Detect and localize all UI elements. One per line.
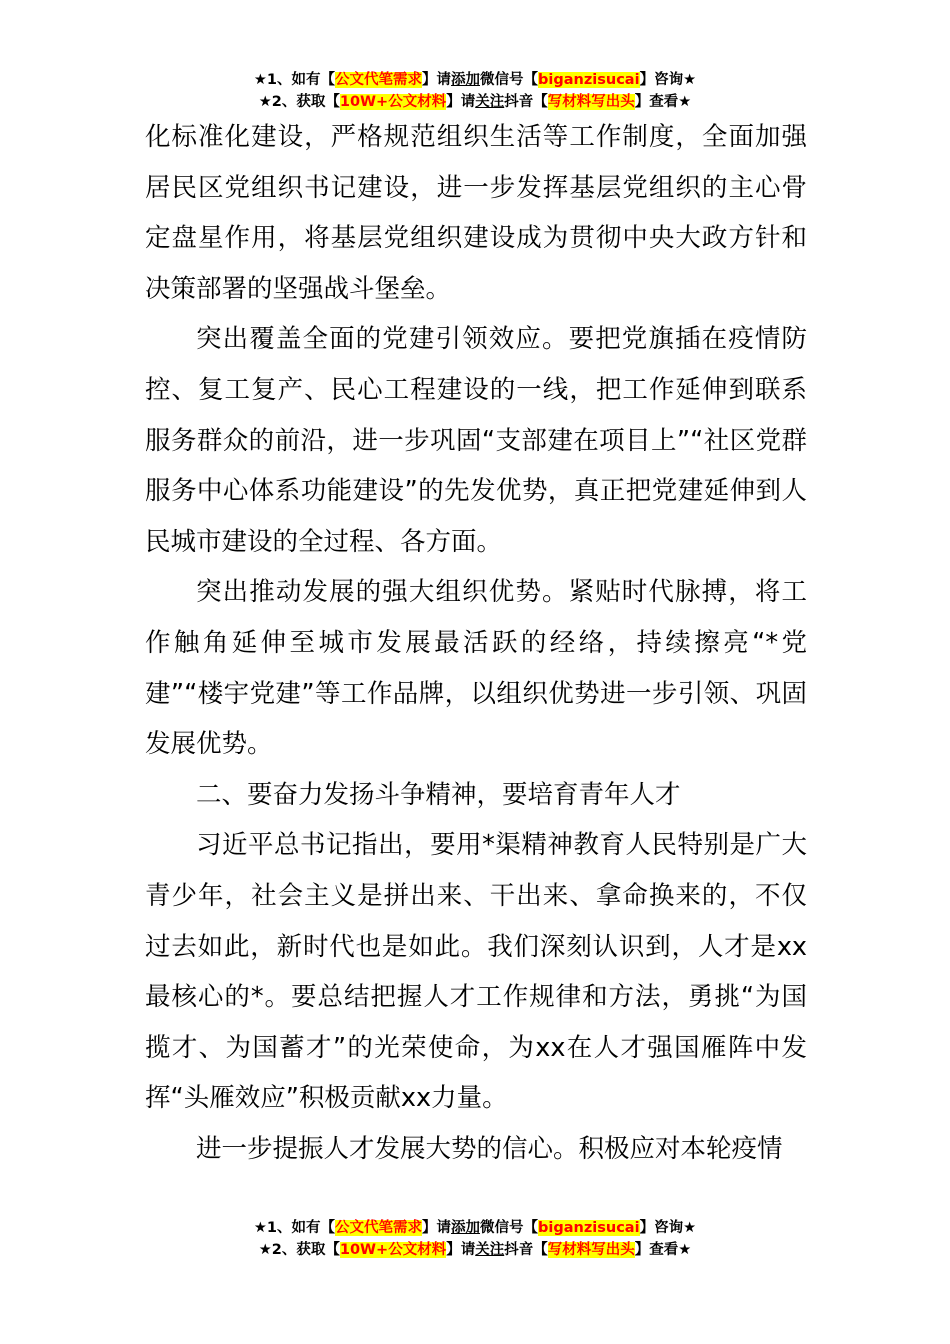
highlight-materials: 10W+公文材料 — [339, 1242, 447, 1258]
highlight-materials: 10W+公文材料 — [339, 94, 447, 110]
highlight-douyin: 写材料写出头 — [547, 94, 635, 110]
notice-line-2: ★2、获取【10W+公文材料】请关注抖音【写材料写出头】查看★ — [258, 1242, 692, 1258]
paragraph-3: 突出推动发展的强大组织优势。紧贴时代脉搏，将工作触角延伸至城市发展最活跃的经络，持续擦亮“*党建”“楼宇党建”等工作品牌，以组织优势进一步引领、巩固发展优势。 — [145, 577, 807, 760]
paragraph-5: 进一步提振人才发展大势的信心。积极应对本轮疫情 — [196, 1133, 783, 1164]
paragraph-4: 习近平总书记指出，要用*渠精神教育人民特别是广大青少年，社会主义是拼出来、干出来、拿命换来的，不仅过去如此，新时代也是如此。我们深刻认识到，人才是xx最核心的*。要总结把握人才工作规律和方法，勇挑“为国揽才、为国蓄才”的光荣使命，为xx在人才强国雁阵中发挥“头雁效应”积极贡献xx力量。 — [145, 830, 807, 1114]
document-body — [145, 112, 807, 1174]
highlight-wechat-id: biganzisucai — [538, 72, 640, 88]
highlight-wechat-id: biganzisucai — [538, 1220, 640, 1236]
notice-line-1: ★1、如有【公文代笔需求】请添加微信号【biganzisucai】咨询★ — [253, 1220, 697, 1236]
highlight-service: 公文代笔需求 — [335, 1220, 423, 1236]
paragraph-2: 突出覆盖全面的党建引领效应。要把党旗插在疫情防控、复工复产、民心工程建设的一线，把工作延伸到联系服务群众的前沿，进一步巩固“支部建在项目上”“社区党群服务中心体系功能建设”的先发优势，真正把党建延伸到人民城市建设的全过程、各方面。 — [145, 324, 807, 557]
highlight-service: 公文代笔需求 — [335, 72, 423, 88]
footer-notice — [0, 1217, 950, 1261]
notice-line-1: ★1、如有【公文代笔需求】请添加微信号【biganzisucai】咨询★ — [253, 72, 697, 88]
section-heading: 二、要奋力发扬斗争精神，要培育青年人才 — [196, 779, 681, 810]
paragraph-1: 化标准化建设，严格规范组织生活等工作制度，全面加强居民区党组织书记建设，进一步发挥基层党组织的主心骨定盘星作用，将基层党组织建设成为贯彻中央大政方针和决策部署的坚强战斗堡垒。 — [145, 122, 807, 304]
notice-line-2: ★2、获取【10W+公文材料】请关注抖音【写材料写出头】查看★ — [258, 94, 692, 110]
highlight-douyin: 写材料写出头 — [547, 1242, 635, 1258]
header-notice — [0, 69, 950, 113]
